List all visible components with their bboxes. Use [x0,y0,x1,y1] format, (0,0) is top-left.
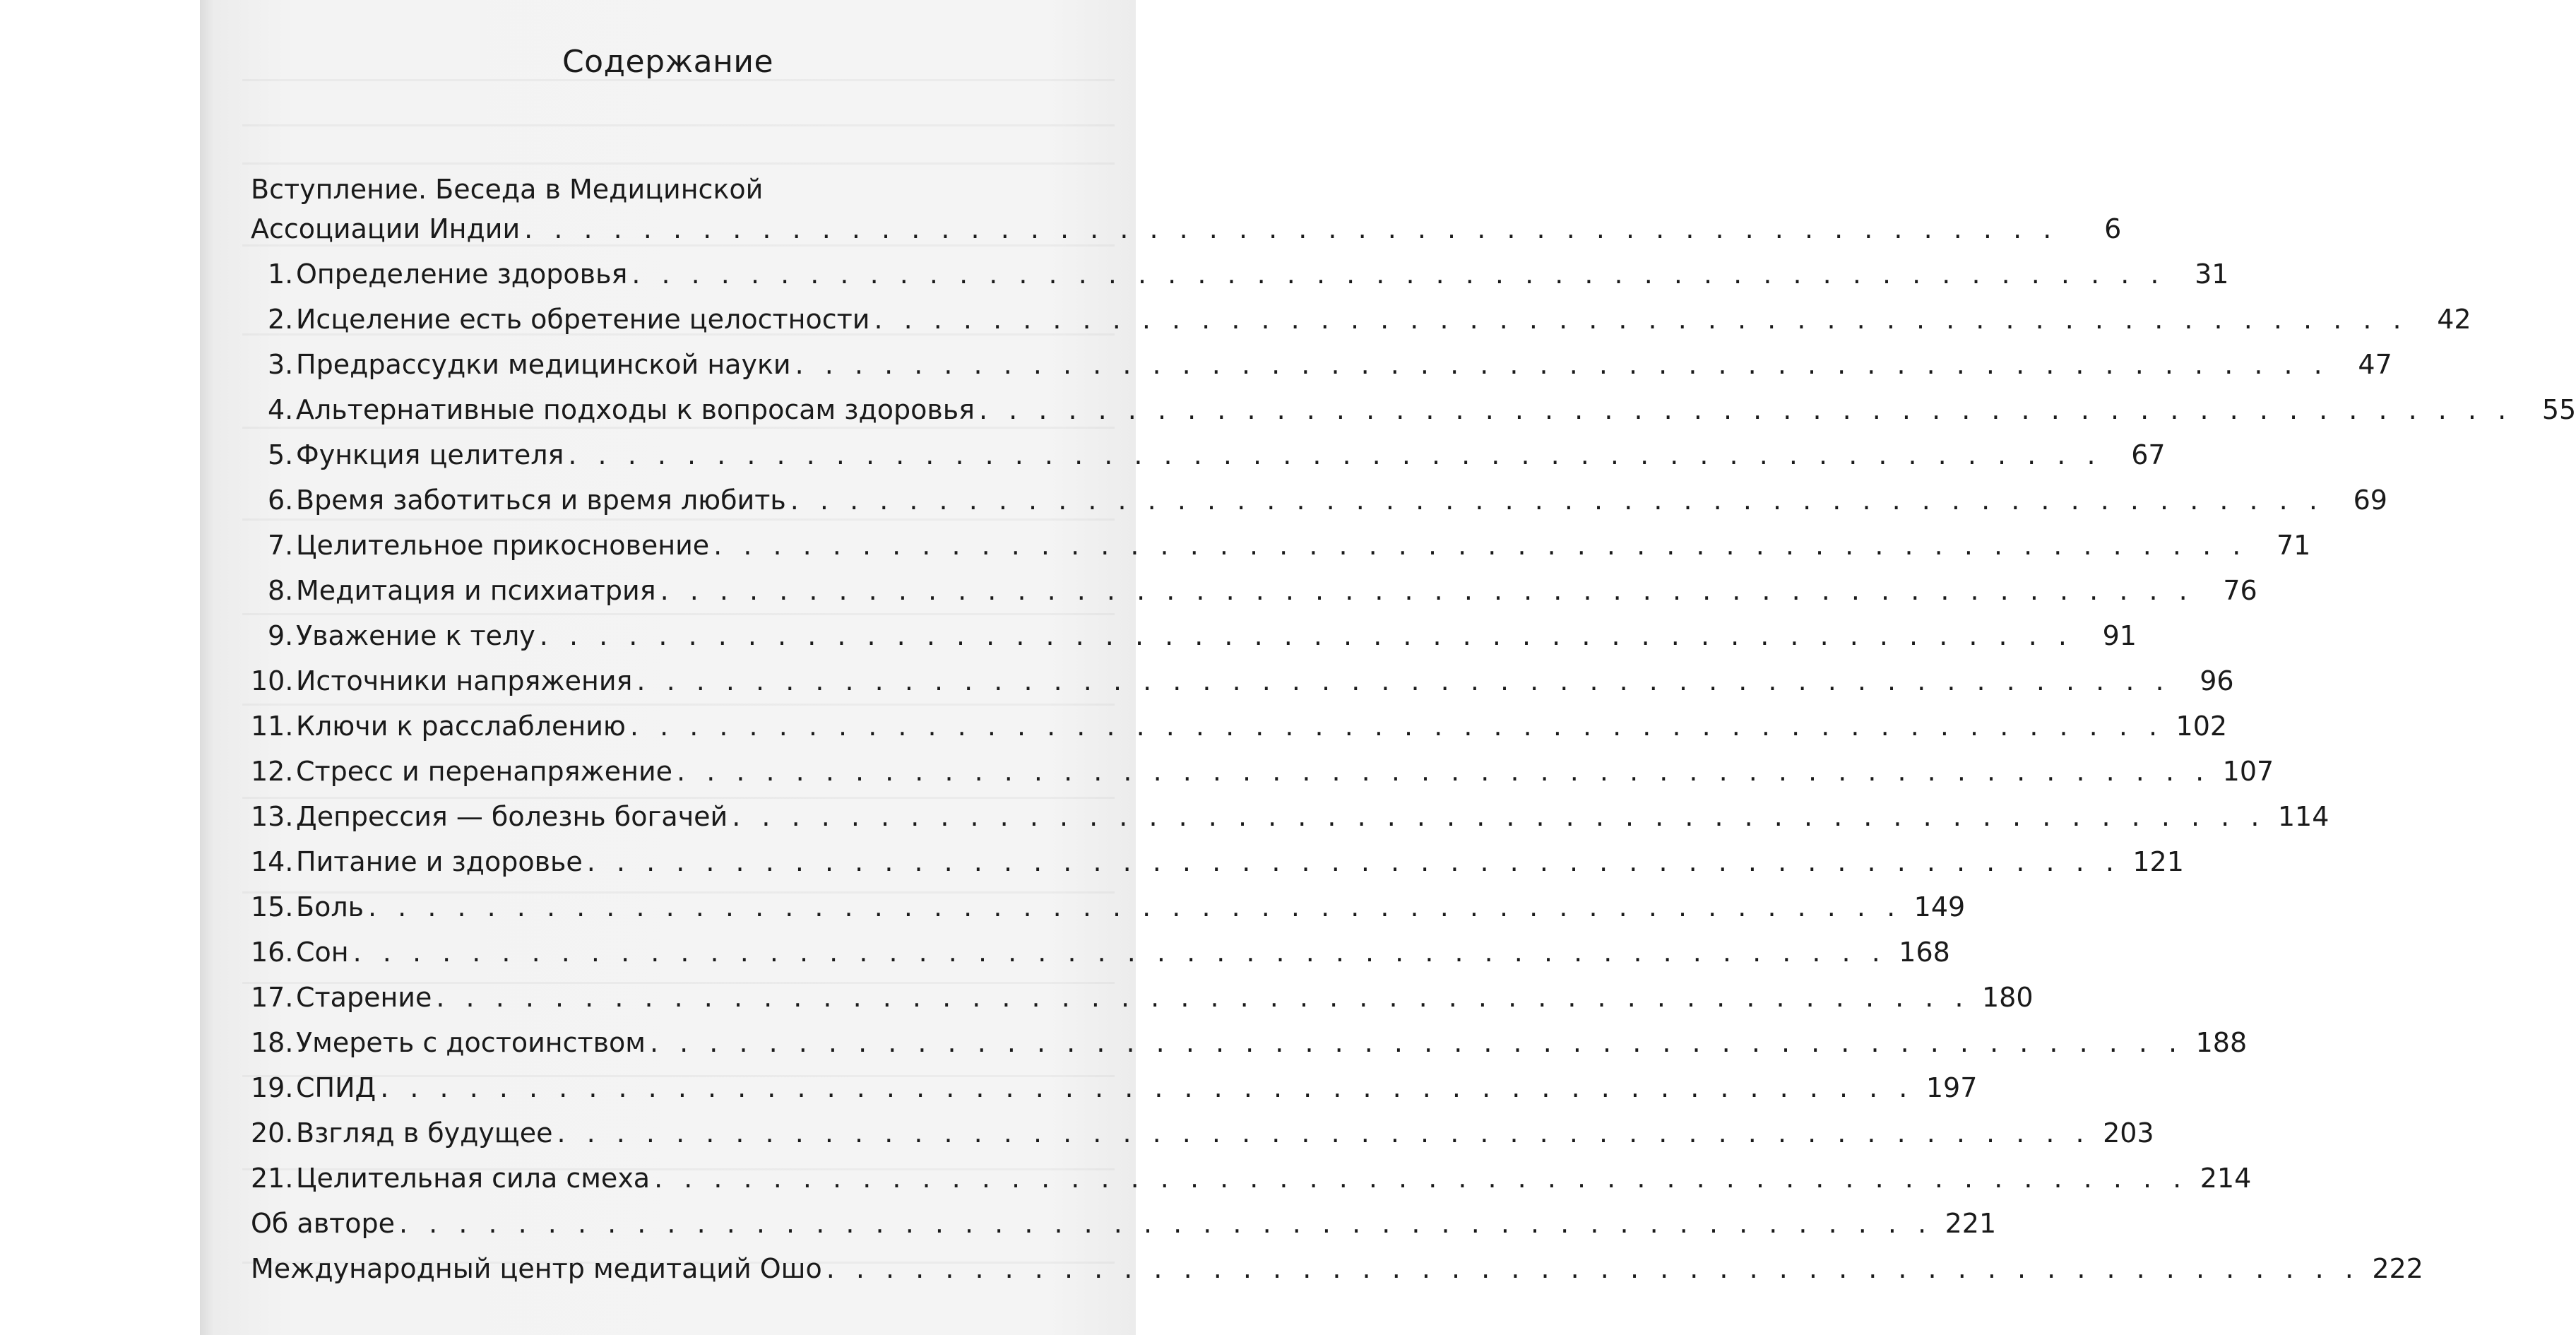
toc-entry-number: 17. [251,982,294,1013]
toc-leader-dots: . . . . . . . . . . . . . . . . . . . . . . . . . . . . . . . . . . . . . . . . . . . . . . . . . . . . [399,1208,1933,1239]
toc-entry[interactable] [268,299,2471,339]
toc-entry-number: 14. [251,846,294,877]
toc-entry[interactable] [268,390,2576,429]
toc-entry-number: 16. [251,937,294,968]
toc-entry[interactable] [251,1068,1978,1108]
toc-entry-number: 6. [268,485,294,516]
toc-entry[interactable] [251,842,2184,882]
toc-entry-title: Умереть с достоинством [296,1027,646,1058]
toc-leader-dots: . . . . . . . . . . . . . . . . . . . . . . . . . . . . . . . . . . . . . . . . . . . . . . . . . . . . [677,756,2211,787]
toc-leader-dots: . . . . . . . . . . . . . . . . . . . . . . . . . . . . . . . . . . . . . . . . . . . . . . . . . . . . [795,349,2329,380]
toc-leader-dots: . . . . . . . . . . . . . . . . . . . . . . . . . . . . . . . . . . . . . . . . . . . . . . . . . . . . [732,801,2266,832]
toc-entry[interactable] [251,1023,2248,1062]
toc-entry[interactable] [268,571,2257,610]
toc-entry-title: Целительное прикосновение [296,530,710,561]
toc-entry-number: 13. [251,801,294,832]
toc-entry[interactable] [251,752,2274,791]
toc-page-number: 42 [2437,304,2471,335]
toc-page-number: 55 [2541,394,2576,425]
toc-leader-dots: . . . . . . . . . . . . . . . . . . . . . . . . . . . . . . . . . . . . . . . . . . . . . . . . . . . . [649,1027,2184,1058]
toc-leader-dots: . . . . . . . . . . . . . . . . . . . . . . . . . . . . . . . . . . . . . . . . . . . . . . . . . . . . [660,575,2194,606]
toc-leader-dots: . . . . . . . . . . . . . . . . . . . . . . . . . . . . . . . . . . . . . . . . . . . . . . . . . . . . [352,937,1887,968]
toc-entry-number: 21. [251,1163,294,1194]
toc-page-number: 31 [2195,259,2229,290]
toc-page-number: 168 [1899,937,1950,968]
toc-page-number: 102 [2176,711,2228,742]
toc-page-number: 114 [2277,801,2329,832]
toc-leader-dots: . . . . . . . . . . . . . . . . . . . . . . . . . . . . . . . . . . . . . . . . . . . . . . . . . . . . [636,665,2171,696]
toc-page-number: 149 [1913,891,1966,922]
toc-leader-dots: . . . . . . . . . . . . . . . . . . . . . . . . . . . . . . . . . . . . . . . . . . . . . . . . . . . . [790,485,2324,516]
toc-page-number: 188 [2195,1027,2248,1058]
toc-entry-title: Старение [296,982,432,1013]
toc-entry-title: Медитация и психиатрия [296,575,656,606]
toc-page-number: 107 [2222,756,2274,787]
toc-page-number: 197 [1925,1072,1978,1103]
toc-entry-title: Определение здоровья [296,259,628,290]
toc-entry-title: Стресс и перенапряжение [296,756,673,787]
toc-entry-number: 2. [268,304,294,335]
toc-page-number: 69 [2353,485,2387,516]
toc-entry-title: Ключи к расслаблению [296,711,626,742]
toc-entry-title: СПИД [296,1072,376,1103]
toc-page-number: 76 [2223,575,2257,606]
toc-entry-title: Предрассудки медицинской науки [296,349,791,380]
toc-entry-title: Источники напряжения [296,665,633,696]
toc-entry[interactable] [251,932,1950,972]
toc-entry[interactable] [268,526,2311,565]
toc-page-number: 47 [2358,349,2392,380]
toc-entry-title: Питание и здоровье [296,846,583,877]
toc-entry-number: 9. [268,620,294,651]
toc-intro-text-line-1: Вступление. Беседа в Медицинской [251,174,764,205]
toc-entry-number: 7. [268,530,294,561]
toc-leader-dots: . . . . . . . . . . . . . . . . . . . . . . . . . . . . . . . . . . . . . . . . . . . . . . . . . . . . [436,982,1970,1013]
toc-entry-number: 20. [251,1117,294,1149]
toc-leader-dots: . . . . . . . . . . . . . . . . . . . . . . . . . . . . . . . . . . . . . . . . . . . . . . . . . . . . [568,439,2102,470]
toc-page-number: 67 [2131,439,2166,470]
toc-leader-dots: . . . . . . . . . . . . . . . . . . . . . . . . . . . . . . . . . . . . . . . . . . . . . . . . . . . . [380,1072,1914,1103]
toc-page-number: 180 [1982,982,2034,1013]
toc-entry[interactable] [251,797,2329,836]
toc-entry-number: 12. [251,756,294,787]
toc-leader-dots: . . . . . . . . . . . . . . . . . . . . . . . . . . . . . . . . . . . . . . . . . . . . . . . . . . . . [979,394,2513,425]
toc-intro-line-2[interactable] [251,209,2122,249]
toc-page-number: 222 [2372,1253,2423,1284]
toc-entry-number: 11. [251,711,294,742]
toc-entry-title: Об авторе [251,1208,395,1239]
toc-entry-title: Депрессия — болезнь богачей [296,801,728,832]
toc-entry[interactable] [251,1113,2154,1153]
toc-page-number: 121 [2132,846,2184,877]
toc-entry[interactable] [268,254,2229,294]
toc-leader-dots: . . . . . . . . . . . . . . . . . . . . . . . . . . . . . . . . . . . . . . . . . . . . . . . . . . . . [368,891,1902,922]
toc-page-number: 221 [1945,1208,1997,1239]
toc-entry-osho-center[interactable] [251,1249,2423,1288]
toc-leader-dots: . . . . . . . . . . . . . . . . . . . . . . . . . . . . . . . . . . . . . . . . . . . . . . . . . . . . [631,259,2166,290]
toc-entry-title: Исцеление есть обретение целостности [296,304,870,335]
toc-entry-number: 15. [251,891,294,922]
toc-entry-number: 3. [268,349,294,380]
toc-entry-number: 10. [251,665,294,696]
toc-entry-number: 4. [268,394,294,425]
toc-entry-title: Целительная сила смеха [296,1163,651,1194]
toc-intro-line-1[interactable] [251,170,1091,209]
toc-leader-dots: . . . . . . . . . . . . . . . . . . . . . . . . . . . . . . . . . . . . . . . . . . . . . . . . . . . . [874,304,2408,335]
toc-entry-title: Время заботиться и время любить [296,485,786,516]
toc-page-number: 96 [2200,665,2234,696]
toc-entry-number: 19. [251,1072,294,1103]
toc-leader-dots: . . . . . . . . . . . . . . . . . . . . . . . . . . . . . . . . . . . . . . . . . . . . . . . . . . . . [713,530,2248,561]
book-page [200,0,2576,1335]
toc-entry[interactable] [251,978,2034,1017]
toc-entry[interactable] [268,480,2387,520]
toc-entry-number: 5. [268,439,294,470]
toc-entry-title: Сон [296,937,349,968]
toc-leader-dots: . . . . . . . . . . . . . . . . . . . . . . . . . . . . . . . . . . . . . . . . . . . . . . . . . . . . [524,213,2058,244]
toc-page-number: 91 [2102,620,2137,651]
toc-leader-dots: . . . . . . . . . . . . . . . . . . . . . . . . . . . . . . . . . . . . . . . . . . . . . . . . . . . . [654,1163,2188,1194]
toc-entry-title: Уважение к телу [296,620,535,651]
bleed-through-line [242,704,1115,706]
bleed-through-line [242,613,1115,615]
toc-leader-dots: . . . . . . . . . . . . . . . . . . . . . . . . . . . . . . . . . . . . . . . . . . . . . . . . . . . . [629,711,2164,742]
toc-entry-number: 1. [268,259,294,290]
toc-entry-number: 18. [251,1027,294,1058]
toc-leader-dots: . . . . . . . . . . . . . . . . . . . . . . . . . . . . . . . . . . . . . . . . . . . . . . . . . . . . [586,846,2120,877]
toc-leader-dots: . . . . . . . . . . . . . . . . . . . . . . . . . . . . . . . . . . . . . . . . . . . . . . . . . . . . [539,620,2073,651]
toc-entry-title: Функция целителя [296,439,564,470]
toc-entry[interactable] [268,345,2392,384]
toc-entry-title: Боль [296,891,364,922]
toc-intro-text-line-2: Ассоциации Индии [251,213,521,244]
bleed-through-line [242,124,1115,126]
toc-leader-dots: . . . . . . . . . . . . . . . . . . . . . . . . . . . . . . . . . . . . . . . . . . . . . . . . . . . . [826,1253,2360,1284]
toc-entry[interactable] [251,706,2228,746]
toc-entry-number: 8. [268,575,294,606]
toc-entry-title: Взгляд в будущее [296,1117,553,1149]
toc-entry-about-author[interactable] [251,1204,1997,1243]
bleed-through-line [242,162,1115,165]
toc-entry[interactable] [251,661,2234,701]
toc-entry[interactable] [268,435,2166,475]
toc-title: Содержание [562,44,774,80]
toc-leader-dots: . . . . . . . . . . . . . . . . . . . . . . . . . . . . . . . . . . . . . . . . . . . . . . . . . . . . [557,1117,2091,1149]
toc-entry[interactable] [251,887,1966,927]
toc-page-number: 203 [2103,1117,2154,1149]
toc-page-number: 6 [2104,213,2122,244]
toc-page-number: 71 [2276,530,2311,561]
toc-entry-title: Международный центр медитаций Ошо [251,1253,822,1284]
toc-entry-title: Альтернативные подходы к вопросам здоровья [296,394,975,425]
toc-entry[interactable] [251,1158,2252,1198]
toc-entry[interactable] [268,616,2137,655]
toc-page-number: 214 [2200,1163,2252,1194]
